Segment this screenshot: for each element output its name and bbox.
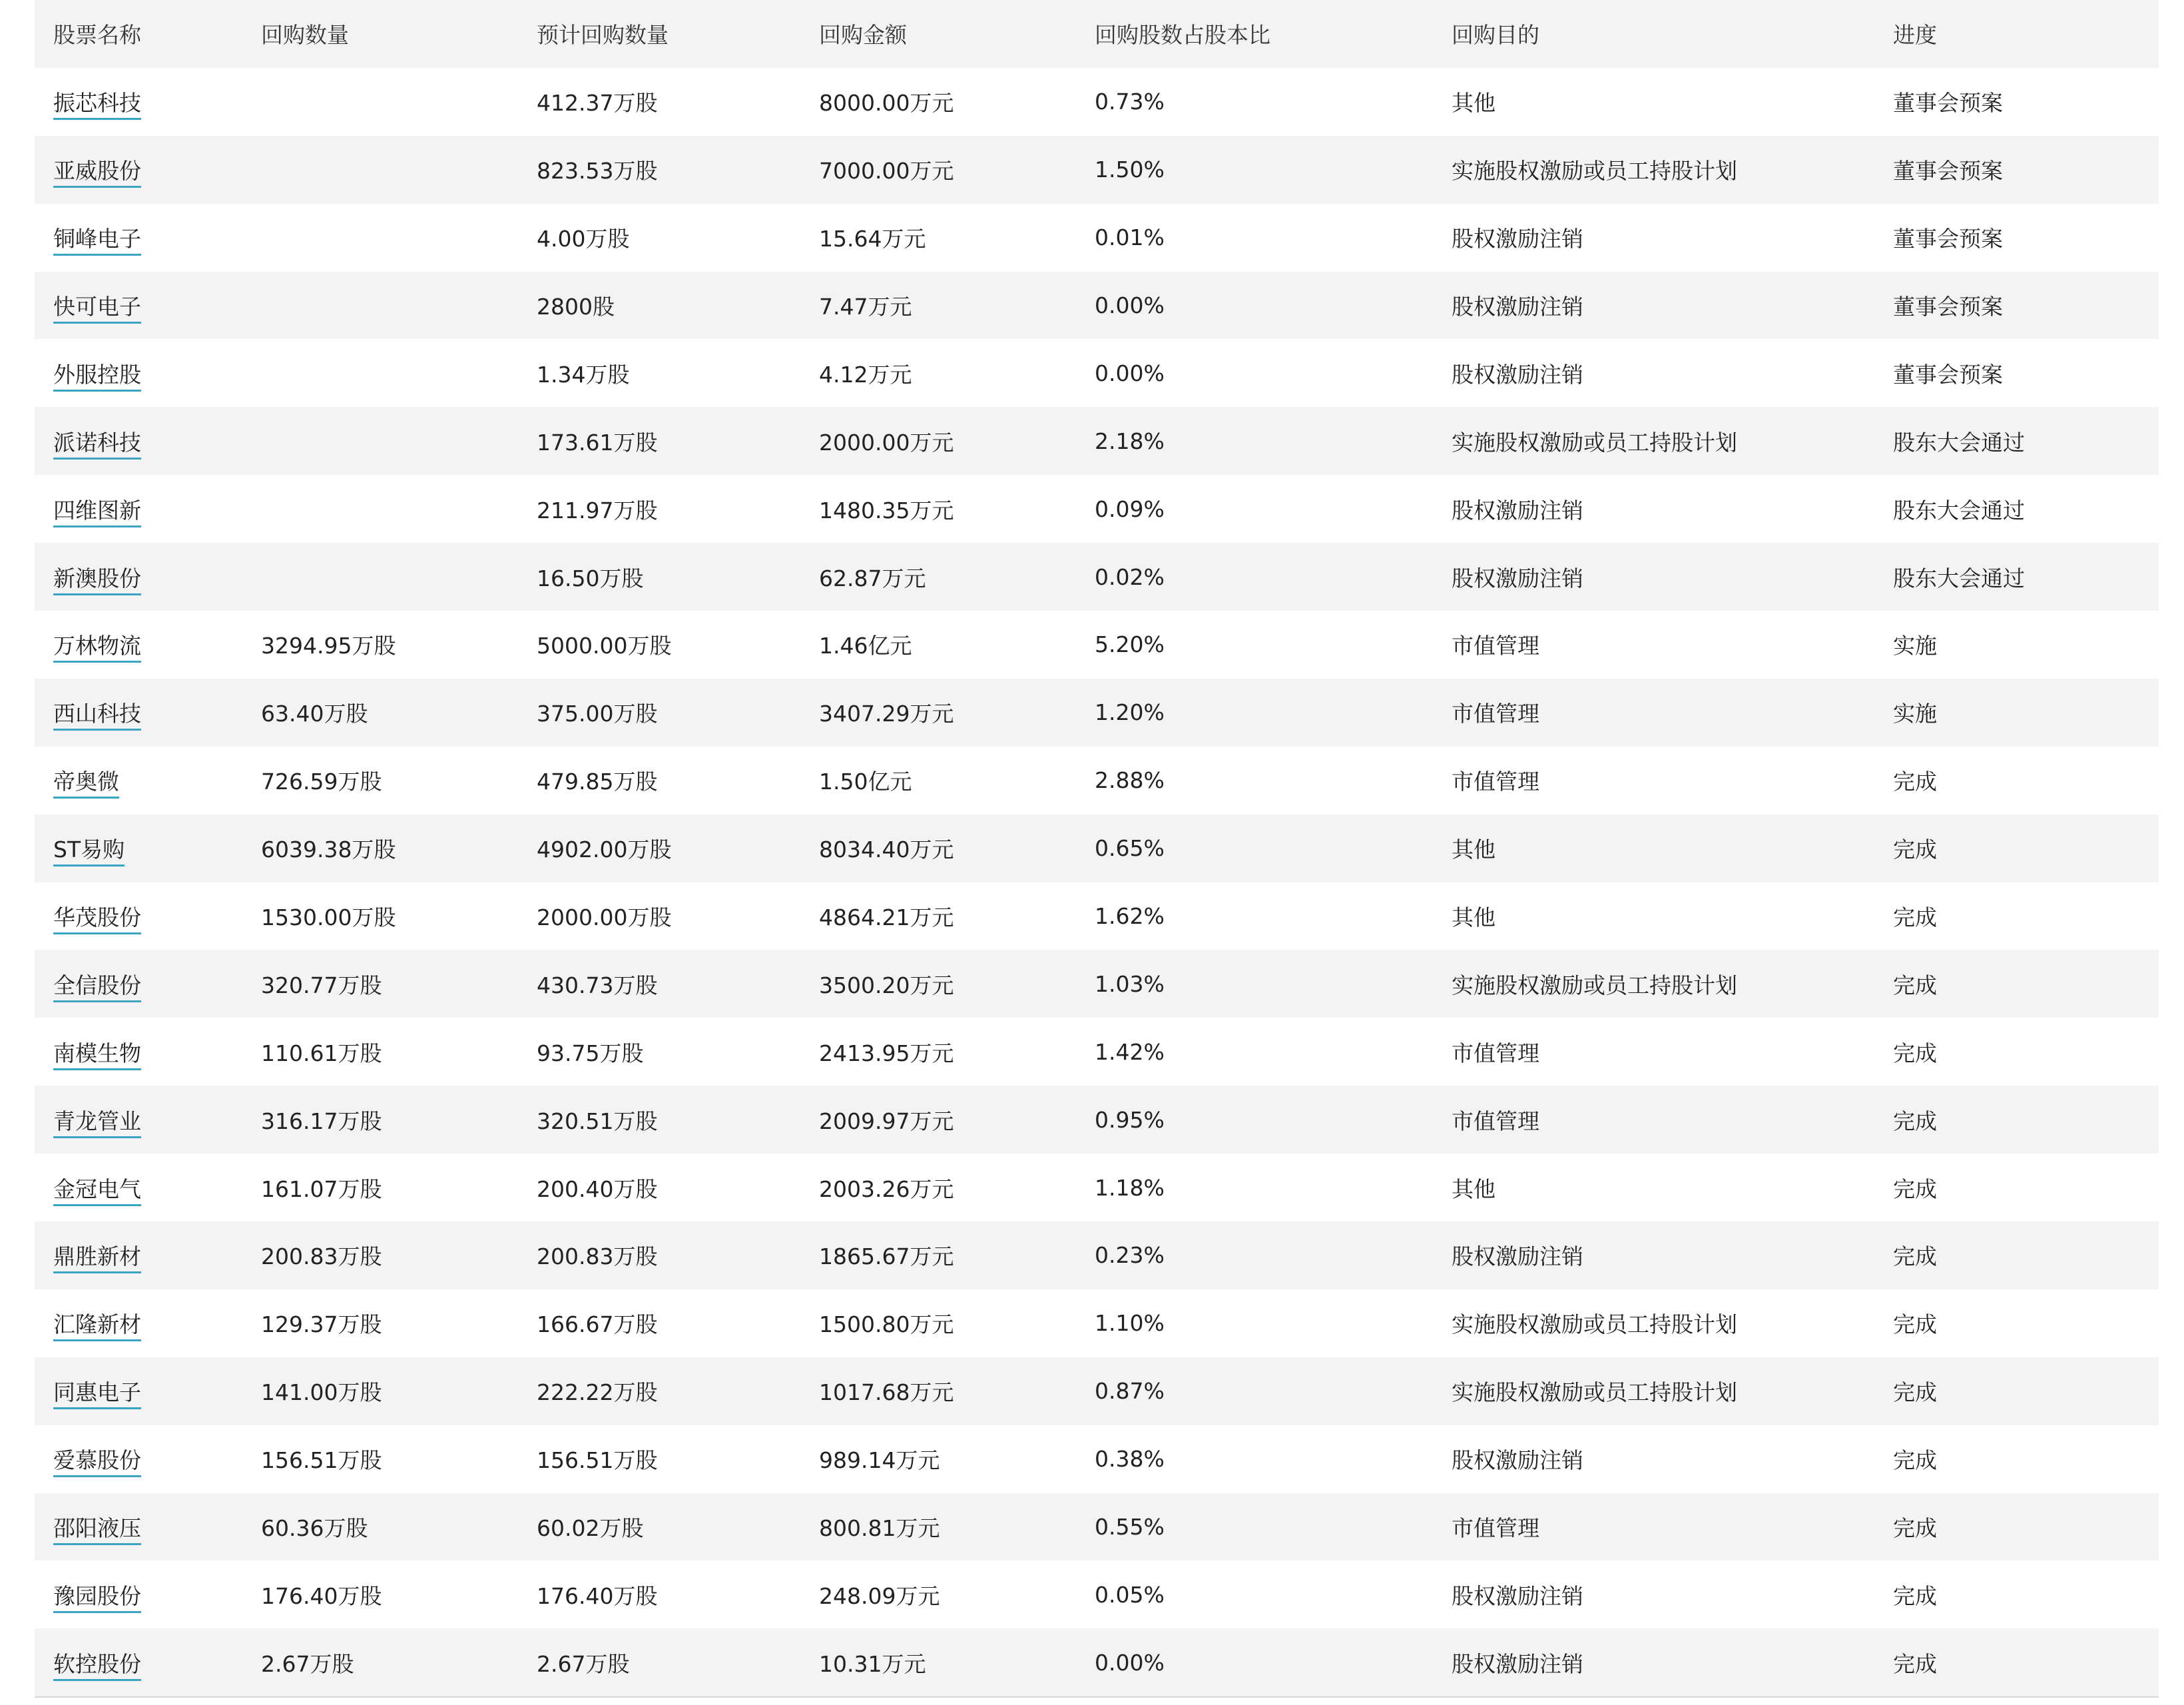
share-ratio-cell: 0.00% (1076, 1628, 1433, 1697)
share-ratio-cell: 0.01% (1095, 224, 1165, 251)
buyback-quantity-cell: 320.77万股 (261, 972, 382, 998)
buyback-amount-cell: 62.87万元 (819, 565, 926, 591)
buyback-quantity-cell: 141.00万股 (261, 1379, 382, 1406)
stock-name-link[interactable]: 西山科技 (53, 701, 141, 731)
buyback-amount-cell: 15.64万元 (819, 226, 926, 252)
progress-cell: 董事会预案 (1893, 158, 2003, 184)
expected-quantity-cell: 2000.00万股 (537, 904, 672, 931)
buyback-amount-cell: 4.12万元 (819, 361, 912, 388)
purpose-cell: 股权激励注销 (1452, 1243, 1583, 1270)
stock-name-link[interactable]: 铜峰电子 (53, 226, 141, 256)
table-row (35, 882, 2159, 950)
stock-name-cell (35, 136, 242, 204)
progress-cell: 完成 (1893, 1447, 1937, 1474)
table-row (35, 1018, 2159, 1086)
purpose-cell: 股权激励注销 (1452, 226, 1583, 252)
buyback-amount-cell: 2000.00万元 (819, 429, 954, 456)
stock-name-link[interactable]: 邵阳液压 (53, 1515, 141, 1545)
expected-quantity-cell: 2800股 (537, 294, 615, 320)
buyback-quantity-cell (242, 204, 518, 272)
header-stock-name: 股票名称 (53, 22, 141, 49)
buyback-quantity-cell: 63.40万股 (261, 701, 368, 727)
share-ratio-cell: 0.38% (1095, 1446, 1165, 1473)
stock-name-cell (35, 272, 242, 340)
share-ratio-cell: 0.00% (1095, 360, 1165, 386)
table-row (35, 747, 2159, 815)
progress-cell: 完成 (1893, 1243, 1937, 1270)
purpose-cell: 市值管理 (1452, 769, 1539, 795)
progress-cell: 完成 (1893, 837, 1937, 863)
share-ratio-cell: 0.73% (1095, 89, 1165, 115)
progress-cell: 股东大会通过 (1893, 565, 2025, 591)
expected-quantity-cell: 4.00万股 (537, 226, 630, 252)
stock-name-link[interactable]: 同惠电子 (53, 1379, 141, 1409)
table-row (35, 1221, 2159, 1289)
buyback-amount-cell: 3407.29万元 (819, 701, 954, 727)
stock-name-cell (35, 475, 242, 543)
purpose-cell: 股权激励注销 (1452, 361, 1583, 388)
progress-cell: 实施 (1893, 701, 1937, 727)
buyback-amount-cell: 1480.35万元 (819, 497, 954, 523)
expected-quantity-cell: 173.61万股 (537, 429, 658, 456)
buyback-amount-cell: 7.47万元 (819, 294, 912, 320)
stock-name-link[interactable]: 金冠电气 (53, 1176, 141, 1206)
buyback-quantity-cell (242, 68, 518, 136)
progress-cell: 完成 (1874, 1628, 2159, 1697)
buyback-amount-cell: 2003.26万元 (819, 1176, 954, 1202)
share-ratio-cell: 0.09% (1095, 496, 1165, 522)
stock-name-cell (35, 339, 242, 407)
stock-name-cell (35, 1357, 242, 1425)
stock-name-link[interactable]: 万林物流 (53, 633, 141, 663)
stock-name-link[interactable]: 四维图新 (53, 498, 141, 527)
expected-quantity-cell: 176.40万股 (537, 1582, 658, 1609)
table-row (35, 339, 2159, 407)
stock-name-link[interactable]: 亚威股份 (53, 158, 141, 188)
purpose-cell: 股权激励注销 (1452, 1582, 1583, 1609)
buyback-amount-cell: 1017.68万元 (819, 1379, 954, 1406)
expected-quantity-cell: 222.22万股 (537, 1379, 658, 1406)
table-row (35, 679, 2159, 747)
share-ratio-cell: 1.10% (1095, 1310, 1165, 1337)
header-buyback-quantity: 回购数量 (261, 22, 349, 49)
stock-name-link[interactable]: 新澳股份 (53, 565, 141, 595)
stock-name-link[interactable]: 鼎胜新材 (53, 1243, 141, 1273)
purpose-cell: 市值管理 (1452, 1108, 1539, 1134)
stock-name-cell (35, 1628, 242, 1697)
progress-cell: 董事会预案 (1893, 294, 2003, 320)
buyback-amount-cell: 248.09万元 (819, 1582, 940, 1609)
expected-quantity-cell: 375.00万股 (537, 701, 658, 727)
buyback-amount-cell: 1865.67万元 (819, 1243, 954, 1270)
buyback-amount-cell: 989.14万元 (819, 1447, 940, 1474)
purpose-cell: 其他 (1452, 90, 1496, 117)
stock-name-link[interactable]: 振芯科技 (53, 90, 141, 120)
table-row (35, 1493, 2159, 1561)
purpose-cell: 实施股权激励或员工持股计划 (1452, 1311, 1737, 1338)
stock-name-cell (35, 1018, 242, 1086)
stock-name-link[interactable]: 派诺科技 (53, 430, 141, 460)
stock-name-cell (35, 1154, 242, 1221)
header-purpose: 回购目的 (1452, 22, 1539, 49)
share-ratio-cell: 1.42% (1095, 1038, 1165, 1065)
progress-cell: 完成 (1893, 1515, 1937, 1542)
buyback-amount-cell: 3500.20万元 (819, 972, 954, 998)
share-ratio-cell: 2.18% (1095, 428, 1165, 454)
purpose-cell: 股权激励注销 (1433, 1628, 1874, 1697)
buyback-quantity-cell: 110.61万股 (261, 1040, 382, 1066)
expected-quantity-cell: 2.67万股 (518, 1628, 800, 1697)
header-row (35, 0, 2159, 68)
progress-cell: 完成 (1893, 1108, 1937, 1134)
buyback-quantity-cell (242, 543, 518, 611)
progress-cell: 董事会预案 (1893, 226, 2003, 252)
share-ratio-cell: 1.20% (1095, 699, 1165, 726)
expected-quantity-cell: 412.37万股 (537, 90, 658, 117)
expected-quantity-cell: 200.83万股 (537, 1243, 658, 1270)
purpose-cell: 市值管理 (1452, 633, 1539, 659)
share-ratio-cell: 0.05% (1095, 1581, 1165, 1608)
buyback-amount-cell: 8034.40万元 (819, 837, 954, 863)
purpose-cell: 股权激励注销 (1452, 1447, 1583, 1474)
header-buyback-amount: 回购金额 (819, 22, 907, 49)
stock-name-link[interactable]: 全信股份 (53, 972, 141, 1002)
progress-cell: 完成 (1893, 1582, 1937, 1609)
progress-cell: 完成 (1893, 1176, 1937, 1202)
buyback-quantity-cell: 161.07万股 (261, 1176, 382, 1202)
purpose-cell: 市值管理 (1452, 1515, 1539, 1542)
table-row (35, 272, 2159, 340)
share-ratio-cell: 1.03% (1095, 970, 1165, 997)
stock-name-cell (35, 1560, 242, 1628)
expected-quantity-cell: 93.75万股 (537, 1040, 644, 1066)
progress-cell: 完成 (1893, 769, 1937, 795)
progress-cell: 董事会预案 (1893, 90, 2003, 117)
share-ratio-cell: 0.87% (1095, 1378, 1165, 1405)
buyback-quantity-cell (242, 136, 518, 204)
header-share-ratio: 回购股数占股本比 (1095, 22, 1270, 49)
buyback-amount-cell: 8000.00万元 (819, 90, 954, 117)
share-ratio-cell: 1.62% (1095, 903, 1165, 930)
stock-name-link[interactable]: 汇隆新材 (53, 1311, 141, 1341)
purpose-cell: 市值管理 (1452, 701, 1539, 727)
buyback-quantity-cell: 1530.00万股 (261, 904, 396, 931)
purpose-cell: 实施股权激励或员工持股计划 (1452, 429, 1737, 456)
buyback-amount-cell: 1.46亿元 (819, 633, 912, 659)
buyback-amount-cell: 4864.21万元 (819, 904, 954, 931)
buyback-quantity-cell (242, 475, 518, 543)
table-row (35, 1560, 2159, 1628)
stock-name-cell (35, 611, 242, 679)
buyback-quantity-cell: 316.17万股 (261, 1108, 382, 1134)
purpose-cell: 实施股权激励或员工持股计划 (1452, 972, 1737, 998)
share-ratio-cell: 0.00% (1095, 292, 1165, 318)
stock-name-cell (35, 543, 242, 611)
expected-quantity-cell: 156.51万股 (537, 1447, 658, 1474)
header-expected-quantity: 预计回购数量 (537, 22, 669, 49)
progress-cell: 董事会预案 (1893, 361, 2003, 388)
progress-cell: 股东大会通过 (1893, 497, 2025, 523)
table-row (35, 1425, 2159, 1493)
table-row (35, 815, 2159, 882)
share-ratio-cell: 0.95% (1095, 1106, 1165, 1133)
purpose-cell: 市值管理 (1452, 1040, 1539, 1066)
purpose-cell: 实施股权激励或员工持股计划 (1452, 1379, 1737, 1406)
buyback-quantity-cell: 2.67万股 (242, 1628, 518, 1697)
table-row (35, 1154, 2159, 1221)
table-row (35, 1086, 2159, 1154)
buyback-quantity-cell: 156.51万股 (261, 1447, 382, 1474)
buyback-quantity-cell (242, 272, 518, 340)
table-row (35, 950, 2159, 1018)
table-row (35, 543, 2159, 611)
purpose-cell: 股权激励注销 (1452, 497, 1583, 523)
share-ratio-cell: 0.02% (1095, 563, 1165, 590)
expected-quantity-cell: 60.02万股 (537, 1515, 644, 1542)
stock-name-cell (35, 1425, 242, 1493)
buyback-table-container (35, 0, 2159, 1698)
stock-name-cell (35, 1493, 242, 1561)
expected-quantity-cell: 211.97万股 (537, 497, 658, 523)
share-ratio-cell: 0.55% (1095, 1514, 1165, 1540)
buyback-quantity-cell: 200.83万股 (261, 1243, 382, 1270)
buyback-quantity-cell: 6039.38万股 (261, 837, 396, 863)
purpose-cell: 其他 (1452, 837, 1496, 863)
table-row (35, 611, 2159, 679)
progress-cell: 实施 (1893, 633, 1937, 659)
expected-quantity-cell: 823.53万股 (537, 158, 658, 184)
stock-name-cell (35, 407, 242, 475)
buyback-amount-cell: 1.50亿元 (819, 769, 912, 795)
buyback-quantity-cell (242, 407, 518, 475)
stock-name-link[interactable]: 南模生物 (53, 1040, 141, 1070)
stock-name-cell (35, 1221, 242, 1289)
header-progress: 进度 (1893, 22, 1937, 49)
purpose-cell: 股权激励注销 (1452, 565, 1583, 591)
expected-quantity-cell: 166.67万股 (537, 1311, 658, 1338)
buyback-amount-cell: 10.31万元 (800, 1628, 1076, 1697)
buyback-amount-cell: 800.81万元 (819, 1515, 940, 1542)
table-row (35, 1628, 2159, 1697)
progress-cell: 完成 (1893, 972, 1937, 998)
stock-name-link[interactable]: 帝奥微 (53, 769, 119, 799)
buyback-table (35, 0, 2159, 1698)
share-ratio-cell: 1.50% (1095, 157, 1165, 183)
stock-name-link[interactable]: 爱慕股份 (53, 1447, 141, 1477)
buyback-quantity-cell: 129.37万股 (261, 1311, 382, 1338)
buyback-amount-cell: 7000.00万元 (819, 158, 954, 184)
table-row (35, 136, 2159, 204)
table-row (35, 1357, 2159, 1425)
table-row (35, 68, 2159, 136)
share-ratio-cell: 2.88% (1095, 767, 1165, 794)
progress-cell: 股东大会通过 (1893, 429, 2025, 456)
stock-name-cell (35, 1289, 242, 1357)
stock-name-cell (35, 68, 242, 136)
buyback-amount-cell: 1500.80万元 (819, 1311, 954, 1338)
buyback-quantity-cell: 3294.95万股 (261, 633, 396, 659)
progress-cell: 完成 (1893, 904, 1937, 931)
expected-quantity-cell: 200.40万股 (537, 1176, 658, 1202)
stock-name-link[interactable]: ST易购 (53, 837, 125, 866)
table-header (35, 0, 2159, 68)
expected-quantity-cell: 5000.00万股 (537, 633, 672, 659)
stock-name-link[interactable]: 豫园股份 (53, 1583, 141, 1613)
purpose-cell: 股权激励注销 (1452, 294, 1583, 320)
purpose-cell: 其他 (1452, 1176, 1496, 1202)
buyback-quantity-cell: 726.59万股 (261, 769, 382, 795)
expected-quantity-cell: 1.34万股 (537, 361, 630, 388)
stock-name-link[interactable]: 青龙管业 (53, 1108, 141, 1138)
expected-quantity-cell: 430.73万股 (537, 972, 658, 998)
expected-quantity-cell: 479.85万股 (537, 769, 658, 795)
table-row (35, 1289, 2159, 1357)
stock-name-cell (35, 882, 242, 950)
progress-cell: 完成 (1893, 1379, 1937, 1406)
purpose-cell: 实施股权激励或员工持股计划 (1452, 158, 1737, 184)
buyback-amount-cell: 2413.95万元 (819, 1040, 954, 1066)
table-row (35, 407, 2159, 475)
stock-name-cell (35, 679, 242, 747)
table-row (35, 204, 2159, 272)
stock-name-cell (35, 747, 242, 815)
stock-name-cell (35, 950, 242, 1018)
buyback-quantity-cell (242, 339, 518, 407)
table-body (35, 68, 2159, 1697)
share-ratio-cell: 1.18% (1095, 1174, 1165, 1201)
share-ratio-cell: 0.65% (1095, 835, 1165, 862)
progress-cell: 完成 (1893, 1311, 1937, 1338)
stock-name-cell (35, 1086, 242, 1154)
share-ratio-cell: 5.20% (1095, 631, 1165, 658)
buyback-quantity-cell: 60.36万股 (261, 1515, 368, 1542)
expected-quantity-cell: 16.50万股 (537, 565, 644, 591)
share-ratio-cell: 0.23% (1095, 1242, 1165, 1269)
buyback-amount-cell: 2009.97万元 (819, 1108, 954, 1134)
expected-quantity-cell: 4902.00万股 (537, 837, 672, 863)
stock-name-link[interactable]: 软控股份 (53, 1651, 141, 1681)
buyback-quantity-cell: 176.40万股 (261, 1582, 382, 1609)
stock-name-link[interactable]: 外服控股 (53, 362, 141, 392)
stock-name-link[interactable]: 华茂股份 (53, 904, 141, 934)
stock-name-cell (35, 204, 242, 272)
progress-cell: 完成 (1893, 1040, 1937, 1066)
table-row (35, 475, 2159, 543)
purpose-cell: 其他 (1452, 904, 1496, 931)
stock-name-cell (35, 815, 242, 882)
expected-quantity-cell: 320.51万股 (537, 1108, 658, 1134)
stock-name-link[interactable]: 快可电子 (53, 294, 141, 324)
